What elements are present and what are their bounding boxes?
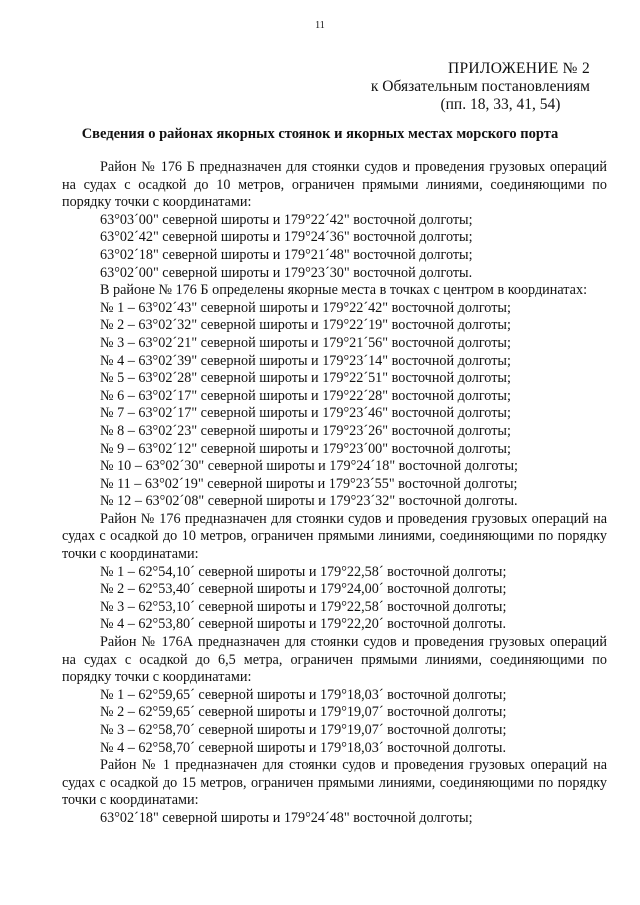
paragraph: Район № 176 Б предназначен для стоянки судов и проведения грузовых операций на судах с осадкой до 10 метров, ограничен прямыми линиями, соединяющими по порядку точки с координатами: xyxy=(62,159,607,211)
coordinate-line: № 1 – 63°02´43" северной широты и 179°22´42" восточной долготы; xyxy=(100,299,511,316)
coordinate-line: № 10 – 63°02´30" северной широты и 179°24´18" восточной долготы; xyxy=(100,458,518,475)
coordinate-line: № 12 – 63°02´08" северной широты и 179°23´32" восточной долготы. xyxy=(100,493,518,510)
document-title: Сведения о районах якорных стоянок и якорных местах морского порта xyxy=(81,126,559,142)
coordinate-line: № 1 – 62°54,10´ северной широты и 179°22,58´ восточной долготы; xyxy=(100,563,507,580)
coordinate-line: № 2 – 62°59,65´ северной широты и 179°19,07´ восточной долготы; xyxy=(100,704,507,721)
coordinate-line: 63°03´00" северной широты и 179°22´42" восточной долготы; xyxy=(100,211,473,228)
document-body xyxy=(62,159,607,828)
paragraph: Район № 176 предназначен для стоянки судов и проведения грузовых операций на судах с осадкой до 10 метров, ограничен прямыми линиями, соединяющими по порядку точки с координатами: xyxy=(62,510,607,563)
coordinate-line: 63°02´18" северной широты и 179°24´48" восточной долготы; xyxy=(100,809,473,826)
coordinate-line: № 3 – 62°53,10´ северной широты и 179°22,58´ восточной долготы; xyxy=(100,598,507,615)
coordinate-line: 63°02´42" северной широты и 179°24´36" восточной долготы; xyxy=(100,229,473,246)
coordinate-line: № 8 – 63°02´23" северной широты и 179°23´26" восточной долготы; xyxy=(100,422,511,439)
coordinate-line: № 3 – 63°02´21" северной широты и 179°21´56" восточной долготы; xyxy=(100,334,511,351)
coordinate-line: № 7 – 63°02´17" северной широты и 179°23´46" восточной долготы; xyxy=(100,405,511,422)
coordinate-line: 63°02´00" северной широты и 179°23´30" восточной долготы. xyxy=(100,264,473,281)
coordinate-line: № 11 – 63°02´19" северной широты и 179°23´55" восточной долготы; xyxy=(100,475,518,492)
coordinate-line: № 3 – 62°58,70´ северной широты и 179°19,07´ восточной долготы; xyxy=(100,722,507,738)
appendix-title: ПРИЛОЖЕНИЕ № 2 xyxy=(447,60,590,77)
paragraph: Район № 176А предназначен для стоянки судов и проведения грузовых операций на судах с осадкой до 6,5 метра, ограничен прямыми линиями, соединяющими по порядку точки с координатами: xyxy=(62,634,607,686)
page-number: 11 xyxy=(315,20,325,31)
coordinate-line: № 4 – 62°53,80´ северной широты и 179°22,20´ восточной долготы. xyxy=(100,616,507,633)
coordinate-line: 63°02´18" северной широты и 179°21´48" восточной долготы; xyxy=(100,246,473,263)
coordinate-line: № 2 – 63°02´32" северной широты и 179°22´19" восточной долготы; xyxy=(100,317,511,334)
paragraph: В районе № 176 Б определены якорные места в точках с центром в координатах: xyxy=(100,282,588,299)
coordinate-line: № 2 – 62°53,40´ северной широты и 179°24,00´ восточной долготы; xyxy=(100,581,507,598)
coordinate-line: № 5 – 63°02´28" северной широты и 179°22´51" восточной долготы; xyxy=(100,370,511,387)
appendix-subtitle: к Обязательным постановлениям xyxy=(370,78,590,95)
coordinate-line: № 4 – 62°58,70´ северной широты и 179°18,03´ восточной долготы. xyxy=(100,739,507,756)
appendix-header xyxy=(371,60,590,114)
appendix-clauses: (пп. 18, 33, 41, 54) xyxy=(440,96,561,113)
coordinate-line: № 9 – 63°02´12" северной широты и 179°23´00" восточной долготы; xyxy=(100,440,511,457)
paragraph: Район № 1 предназначен для стоянки судов и проведения грузовых операций на судах с осадкой до 15 метров, ограничен прямыми линиями, соединяющими по порядку точки с координатами: xyxy=(62,757,607,809)
coordinate-line: № 6 – 63°02´17" северной широты и 179°22´28" восточной долготы; xyxy=(100,387,511,404)
coordinate-line: № 1 – 62°59,65´ северной широты и 179°18,03´ восточной долготы; xyxy=(100,686,507,703)
coordinate-line: № 4 – 63°02´39" северной широты и 179°23´14" восточной долготы; xyxy=(100,352,511,369)
